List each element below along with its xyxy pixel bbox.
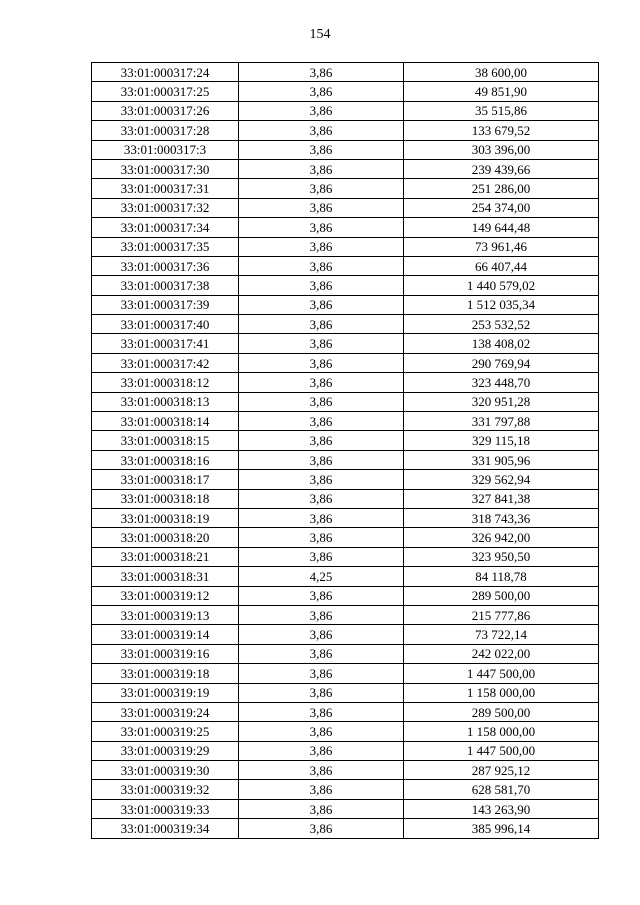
rate-cell: 3,86 xyxy=(239,373,404,392)
rate-cell: 3,86 xyxy=(239,664,404,683)
table-row xyxy=(92,450,599,469)
amount-cell: 66 407,44 xyxy=(404,256,599,275)
amount-cell: 149 644,48 xyxy=(404,218,599,237)
rate-cell: 3,86 xyxy=(239,702,404,721)
amount-cell: 73 722,14 xyxy=(404,625,599,644)
cadastral-number-cell: 33:01:000317:31 xyxy=(92,179,239,198)
cadastral-number-cell: 33:01:000319:25 xyxy=(92,722,239,741)
table-row xyxy=(92,392,599,411)
table-row xyxy=(92,334,599,353)
rate-cell: 3,86 xyxy=(239,140,404,159)
table-row xyxy=(92,256,599,275)
amount-cell: 290 769,94 xyxy=(404,353,599,372)
table-row xyxy=(92,702,599,721)
table-row xyxy=(92,353,599,372)
table-row xyxy=(92,121,599,140)
amount-cell: 239 439,66 xyxy=(404,159,599,178)
table-row xyxy=(92,722,599,741)
cadastral-number-cell: 33:01:000318:14 xyxy=(92,412,239,431)
table-row xyxy=(92,644,599,663)
cadastral-number-cell: 33:01:000317:39 xyxy=(92,295,239,314)
rate-cell: 3,86 xyxy=(239,412,404,431)
amount-cell: 331 797,88 xyxy=(404,412,599,431)
table-row xyxy=(92,63,599,82)
cadastral-number-cell: 33:01:000319:19 xyxy=(92,683,239,702)
table-row xyxy=(92,508,599,527)
cadastral-number-cell: 33:01:000317:38 xyxy=(92,276,239,295)
cadastral-number-cell: 33:01:000319:18 xyxy=(92,664,239,683)
rate-cell: 3,86 xyxy=(239,198,404,217)
amount-cell: 254 374,00 xyxy=(404,198,599,217)
amount-cell: 329 562,94 xyxy=(404,470,599,489)
table-row xyxy=(92,218,599,237)
table-row xyxy=(92,82,599,101)
cadastral-number-cell: 33:01:000318:15 xyxy=(92,431,239,450)
amount-cell: 323 448,70 xyxy=(404,373,599,392)
amount-cell: 326 942,00 xyxy=(404,528,599,547)
cadastral-number-cell: 33:01:000319:12 xyxy=(92,586,239,605)
amount-cell: 38 600,00 xyxy=(404,63,599,82)
amount-cell: 251 286,00 xyxy=(404,179,599,198)
data-table-container xyxy=(91,62,599,839)
table-row xyxy=(92,799,599,818)
table-row xyxy=(92,470,599,489)
amount-cell: 320 951,28 xyxy=(404,392,599,411)
amount-cell: 289 500,00 xyxy=(404,586,599,605)
amount-cell: 133 679,52 xyxy=(404,121,599,140)
rate-cell: 3,86 xyxy=(239,605,404,624)
rate-cell: 3,86 xyxy=(239,256,404,275)
rate-cell: 3,86 xyxy=(239,392,404,411)
table-row xyxy=(92,295,599,314)
rate-cell: 3,86 xyxy=(239,799,404,818)
cadastral-number-cell: 33:01:000319:30 xyxy=(92,761,239,780)
amount-cell: 143 263,90 xyxy=(404,799,599,818)
table-row xyxy=(92,586,599,605)
rate-cell: 3,86 xyxy=(239,334,404,353)
table-row xyxy=(92,315,599,334)
cadastral-number-cell: 33:01:000317:25 xyxy=(92,82,239,101)
cadastral-number-cell: 33:01:000317:24 xyxy=(92,63,239,82)
rate-cell: 3,86 xyxy=(239,82,404,101)
cadastral-number-cell: 33:01:000319:16 xyxy=(92,644,239,663)
rate-cell: 3,86 xyxy=(239,101,404,120)
rate-cell: 3,86 xyxy=(239,159,404,178)
cadastral-number-cell: 33:01:000317:26 xyxy=(92,101,239,120)
table-row xyxy=(92,373,599,392)
cadastral-number-cell: 33:01:000319:29 xyxy=(92,741,239,760)
rate-cell: 3,86 xyxy=(239,237,404,256)
amount-cell: 327 841,38 xyxy=(404,489,599,508)
cadastral-number-cell: 33:01:000317:3 xyxy=(92,140,239,159)
amount-cell: 138 408,02 xyxy=(404,334,599,353)
cadastral-number-cell: 33:01:000318:31 xyxy=(92,567,239,586)
amount-cell: 1 447 500,00 xyxy=(404,664,599,683)
table-row xyxy=(92,780,599,799)
rate-cell: 3,86 xyxy=(239,683,404,702)
cadastral-number-cell: 33:01:000318:20 xyxy=(92,528,239,547)
table-row xyxy=(92,664,599,683)
amount-cell: 253 532,52 xyxy=(404,315,599,334)
cadastral-number-cell: 33:01:000318:21 xyxy=(92,547,239,566)
amount-cell: 35 515,86 xyxy=(404,101,599,120)
cadastral-number-cell: 33:01:000317:36 xyxy=(92,256,239,275)
rate-cell: 3,86 xyxy=(239,295,404,314)
table-row xyxy=(92,198,599,217)
cadastral-number-cell: 33:01:000317:40 xyxy=(92,315,239,334)
cadastral-number-cell: 33:01:000319:32 xyxy=(92,780,239,799)
rate-cell: 3,86 xyxy=(239,450,404,469)
amount-cell: 289 500,00 xyxy=(404,702,599,721)
cadastral-number-cell: 33:01:000318:16 xyxy=(92,450,239,469)
table-row xyxy=(92,489,599,508)
cadastral-number-cell: 33:01:000319:13 xyxy=(92,605,239,624)
amount-cell: 323 950,50 xyxy=(404,547,599,566)
cadastral-number-cell: 33:01:000318:18 xyxy=(92,489,239,508)
rate-cell: 3,86 xyxy=(239,431,404,450)
rate-cell: 3,86 xyxy=(239,586,404,605)
cadastral-number-cell: 33:01:000317:30 xyxy=(92,159,239,178)
cadastral-number-cell: 33:01:000319:14 xyxy=(92,625,239,644)
amount-cell: 1 158 000,00 xyxy=(404,722,599,741)
rate-cell: 3,86 xyxy=(239,819,404,838)
table-row xyxy=(92,159,599,178)
amount-cell: 329 115,18 xyxy=(404,431,599,450)
amount-cell: 242 022,00 xyxy=(404,644,599,663)
table-row xyxy=(92,819,599,838)
amount-cell: 49 851,90 xyxy=(404,82,599,101)
rate-cell: 3,86 xyxy=(239,315,404,334)
table-row xyxy=(92,237,599,256)
cadastral-number-cell: 33:01:000318:13 xyxy=(92,392,239,411)
rate-cell: 3,86 xyxy=(239,761,404,780)
table-row xyxy=(92,567,599,586)
rate-cell: 4,25 xyxy=(239,567,404,586)
cadastral-number-cell: 33:01:000319:33 xyxy=(92,799,239,818)
table-row xyxy=(92,625,599,644)
cadastral-number-cell: 33:01:000317:28 xyxy=(92,121,239,140)
rate-cell: 3,86 xyxy=(239,218,404,237)
rate-cell: 3,86 xyxy=(239,547,404,566)
table-row xyxy=(92,276,599,295)
rate-cell: 3,86 xyxy=(239,63,404,82)
table-row xyxy=(92,605,599,624)
cadastral-number-cell: 33:01:000318:17 xyxy=(92,470,239,489)
table-row xyxy=(92,528,599,547)
amount-cell: 385 996,14 xyxy=(404,819,599,838)
amount-cell: 1 440 579,02 xyxy=(404,276,599,295)
rate-cell: 3,86 xyxy=(239,741,404,760)
cadastral-number-cell: 33:01:000317:41 xyxy=(92,334,239,353)
amount-cell: 1 158 000,00 xyxy=(404,683,599,702)
table-row xyxy=(92,741,599,760)
page-number: 154 xyxy=(309,27,331,42)
rate-cell: 3,86 xyxy=(239,528,404,547)
cadastral-number-cell: 33:01:000317:42 xyxy=(92,353,239,372)
amount-cell: 73 961,46 xyxy=(404,237,599,256)
rate-cell: 3,86 xyxy=(239,625,404,644)
cadastral-number-cell: 33:01:000318:12 xyxy=(92,373,239,392)
amount-cell: 318 743,36 xyxy=(404,508,599,527)
amount-cell: 1 447 500,00 xyxy=(404,741,599,760)
table-row xyxy=(92,179,599,198)
table-row xyxy=(92,761,599,780)
amount-cell: 215 777,86 xyxy=(404,605,599,624)
cadastral-table xyxy=(91,62,599,839)
rate-cell: 3,86 xyxy=(239,780,404,799)
rate-cell: 3,86 xyxy=(239,179,404,198)
amount-cell: 1 512 035,34 xyxy=(404,295,599,314)
amount-cell: 331 905,96 xyxy=(404,450,599,469)
cadastral-number-cell: 33:01:000317:32 xyxy=(92,198,239,217)
amount-cell: 84 118,78 xyxy=(404,567,599,586)
rate-cell: 3,86 xyxy=(239,489,404,508)
amount-cell: 303 396,00 xyxy=(404,140,599,159)
rate-cell: 3,86 xyxy=(239,121,404,140)
amount-cell: 287 925,12 xyxy=(404,761,599,780)
cadastral-number-cell: 33:01:000319:24 xyxy=(92,702,239,721)
table-body xyxy=(92,63,599,839)
rate-cell: 3,86 xyxy=(239,470,404,489)
table-row xyxy=(92,683,599,702)
rate-cell: 3,86 xyxy=(239,276,404,295)
table-row xyxy=(92,140,599,159)
cadastral-number-cell: 33:01:000318:19 xyxy=(92,508,239,527)
amount-cell: 628 581,70 xyxy=(404,780,599,799)
table-row xyxy=(92,412,599,431)
table-row xyxy=(92,101,599,120)
rate-cell: 3,86 xyxy=(239,644,404,663)
rate-cell: 3,86 xyxy=(239,722,404,741)
rate-cell: 3,86 xyxy=(239,353,404,372)
table-row xyxy=(92,431,599,450)
cadastral-number-cell: 33:01:000317:35 xyxy=(92,237,239,256)
cadastral-number-cell: 33:01:000319:34 xyxy=(92,819,239,838)
cadastral-number-cell: 33:01:000317:34 xyxy=(92,218,239,237)
table-row xyxy=(92,547,599,566)
rate-cell: 3,86 xyxy=(239,508,404,527)
